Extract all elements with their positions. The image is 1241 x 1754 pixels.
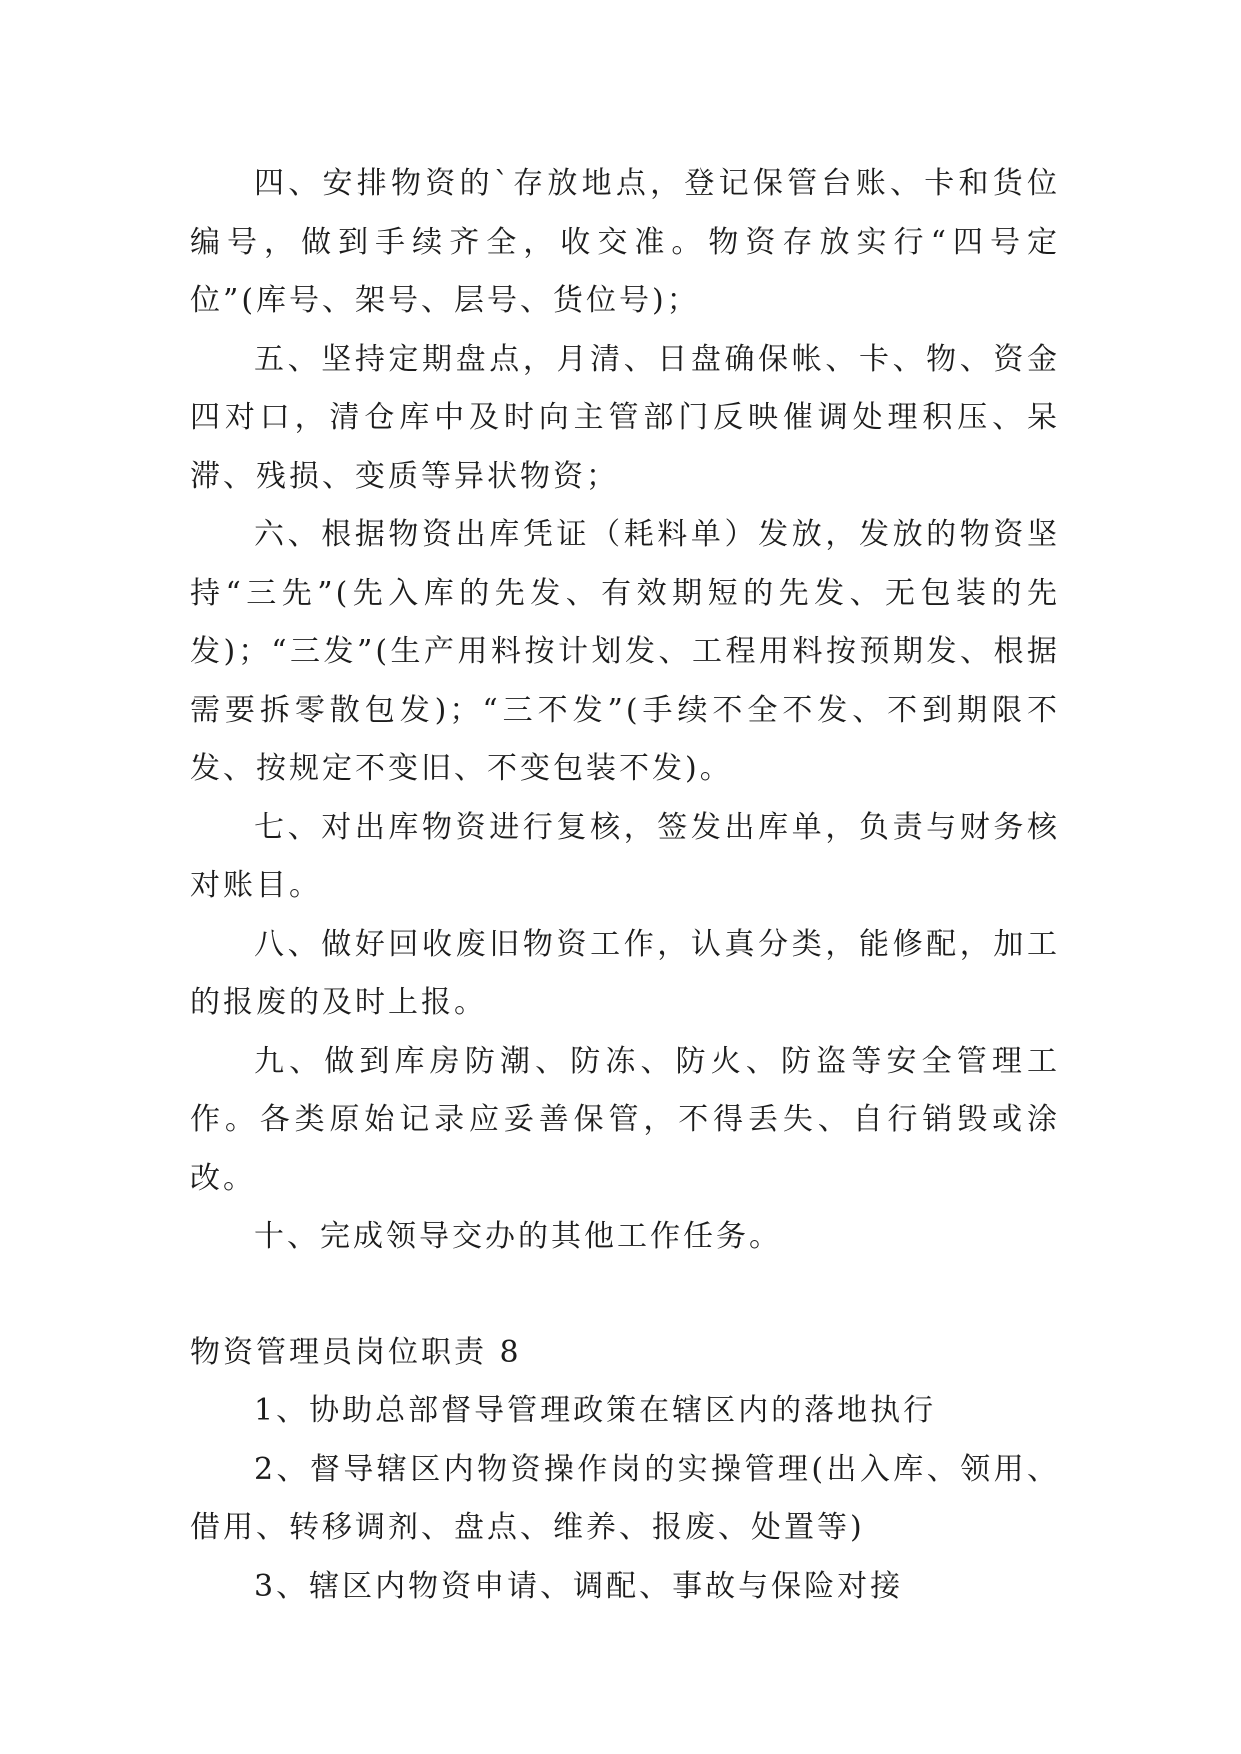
section-title: 物资管理员岗位职责 8 [190, 1334, 522, 1370]
document-page [190, 155, 1060, 1616]
paragraph-7: 七、对出库物资进行复核，签发出库单，负责与财务核对账目。 [190, 809, 1060, 903]
paragraph-5: 五、坚持定期盘点，月清、日盘确保帐、卡、物、资金四对口，清仓库中及时向主管部门反映催调处理积压、呆滞、残损、变质等异状物资； [190, 341, 1060, 494]
paragraph-4: 四、安排物资的`存放地点，登记保管台账、卡和货位编号，做到手续齐全，收交准。物资存放实行“四号定位”(库号、架号、层号、货位号)； [190, 166, 1060, 318]
paragraph-8: 八、做好回收废旧物资工作，认真分类，能修配，加工的报废的及时上报。 [190, 926, 1060, 1020]
duty-item-3: 3、辖区内物资申请、调配、事故与保险对接 [254, 1568, 904, 1604]
paragraph-10: 十、完成领导交办的其他工作任务。 [254, 1219, 782, 1254]
duty-item-1: 1、协助总部督导管理政策在辖区内的落地执行 [254, 1393, 937, 1428]
duty-item-2: 2、督导辖区内物资操作岗的实操管理(出入库、领用、借用、转移调剂、盘点、维养、报废、处置等) [190, 1451, 1060, 1545]
paragraph-9: 九、做到库房防潮、防冻、防火、防盗等安全管理工作。各类原始记录应妥善保管，不得丢失、自行销毁或涂改。 [190, 1043, 1060, 1196]
paragraph-6: 六、根据物资出库凭证（耗料单）发放，发放的物资坚持“三先”(先入库的先发、有效期短的先发、无包装的先发)；“三发”(生产用料按计划发、工程用料按预期发、根据需要拆零散包发)；“三不发”(手续不全不发、不到期限不发、按规定不变旧、不变包装不发)。 [190, 517, 1060, 786]
